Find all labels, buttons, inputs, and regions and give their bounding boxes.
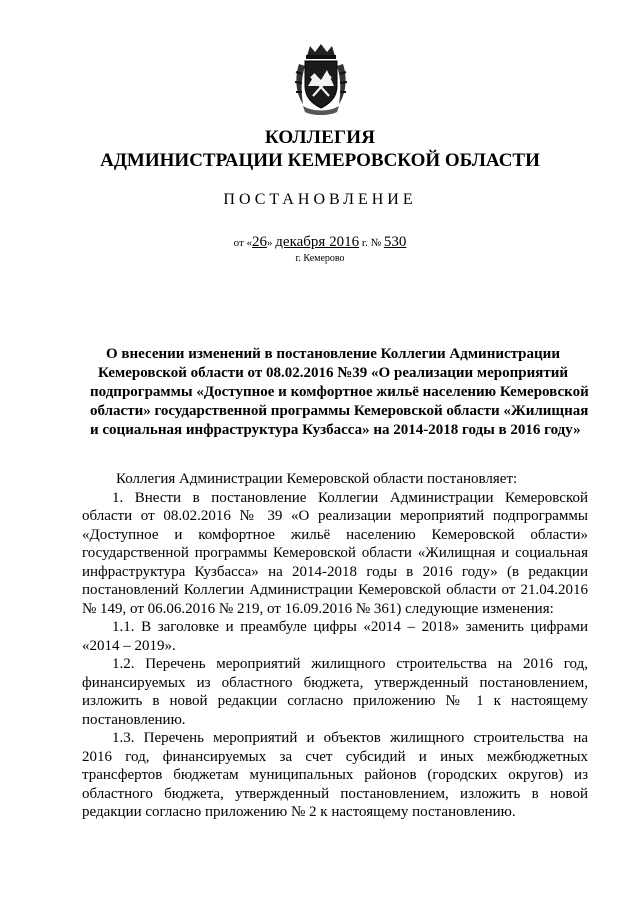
paragraph-line: инфраструктура Кузбасса» на 2014-2018 годы в 2016 году» (в редакции <box>82 563 588 580</box>
title-line: и социальная инфраструктура Кузбасса» на 2014-2018 годы в 2016 году» <box>90 422 581 438</box>
paragraph-line: финансируемых из областного бюджета, утвержденный постановлением, <box>82 674 588 691</box>
paragraph-line <box>82 618 588 637</box>
coat-of-arms-icon <box>293 42 349 116</box>
paragraph-line: области от 08.02.2016 № 39 «О реализации мероприятий подпрограммы <box>82 508 588 524</box>
body-intro <box>82 470 588 489</box>
paragraph-line: областного бюджета, утвержденный постановлением, изложить в новой <box>82 785 588 802</box>
paragraph-line: «2014 – 2019». <box>82 637 176 654</box>
document-date-number <box>0 234 640 251</box>
document-body <box>82 470 588 822</box>
paragraph-1-2 <box>82 655 588 729</box>
paragraph-text: 1.3. Перечень мероприятий и объектов жилищного строительства на <box>112 730 588 746</box>
paragraph-line <box>82 729 588 748</box>
paragraph-1-1 <box>82 618 588 655</box>
date-suffix: г. <box>361 237 368 249</box>
paragraph-line <box>82 489 588 508</box>
date-day: 26 <box>252 234 268 250</box>
paragraph-line: № 149, от 06.06.2016 № 219, от 16.09.2016 № 361) следующие изменения: <box>82 600 554 617</box>
date-mid: » <box>267 237 273 249</box>
intro-text: Коллегия Администрации Кемеровской области постановляет: <box>116 471 518 487</box>
paragraph-line: 2016 год, финансируемых за счет субсидий и иных межбюджетных <box>82 748 588 765</box>
paragraph-1 <box>82 489 588 619</box>
document-type: ПОСТАНОВЛЕНИЕ <box>223 191 417 208</box>
title-line: О внесении изменений в постановление Коллегии Администрации <box>106 346 560 362</box>
paragraph-line: изложить в новой редакции согласно приложению № 1 к настоящему <box>82 693 588 709</box>
org-name-line2: АДМИНИСТРАЦИИ КЕМЕРОВСКОЙ ОБЛАСТИ <box>100 150 540 171</box>
paragraph-1-3 <box>82 729 588 822</box>
paragraph-line: трансфертов бюджетам муниципальных районов (городских округов) из <box>82 767 588 783</box>
document-title <box>90 345 589 440</box>
document-number: 530 <box>383 234 407 250</box>
paragraph-line <box>82 655 588 674</box>
title-line: подпрограммы «Доступное и комфортное жильё населению Кемеровской <box>90 384 589 400</box>
paragraph-line: «Доступное и комфортное жильё населению Кемеровской области» <box>82 526 588 543</box>
org-name-line1: КОЛЛЕГИЯ <box>264 127 376 148</box>
title-line: Кемеровской области от 08.02.2016 №39 «О реализации мероприятий <box>98 365 568 381</box>
paragraph-text: 1.1. В заголовке и преамбуле цифры «2014 – 2018» заменить цифрами <box>112 619 588 635</box>
paragraph-line: постановлений Коллегии Администрации Кемеровской области от 21.04.2016 <box>82 582 588 598</box>
date-month-year: декабря 2016 <box>275 234 360 250</box>
paragraph-line: редакции согласно приложению № 2 к настоящему постановлению. <box>82 804 516 820</box>
paragraph-text: 1.2. Перечень мероприятий жилищного строительства на 2016 год, <box>112 656 588 672</box>
paragraph-line: постановлению. <box>82 711 186 728</box>
paragraph-line: государственной программы Кемеровской области «Жилищная и социальная <box>82 545 588 561</box>
city: г. Кемерово <box>295 253 345 264</box>
paragraph-text: 1. Внести в постановление Коллегии Администрации Кемеровской <box>112 489 588 506</box>
date-prefix: от « <box>233 237 253 249</box>
number-prefix: № <box>370 237 382 249</box>
title-line: области» государственной программы Кемеровской области «Жилищная <box>90 403 589 419</box>
